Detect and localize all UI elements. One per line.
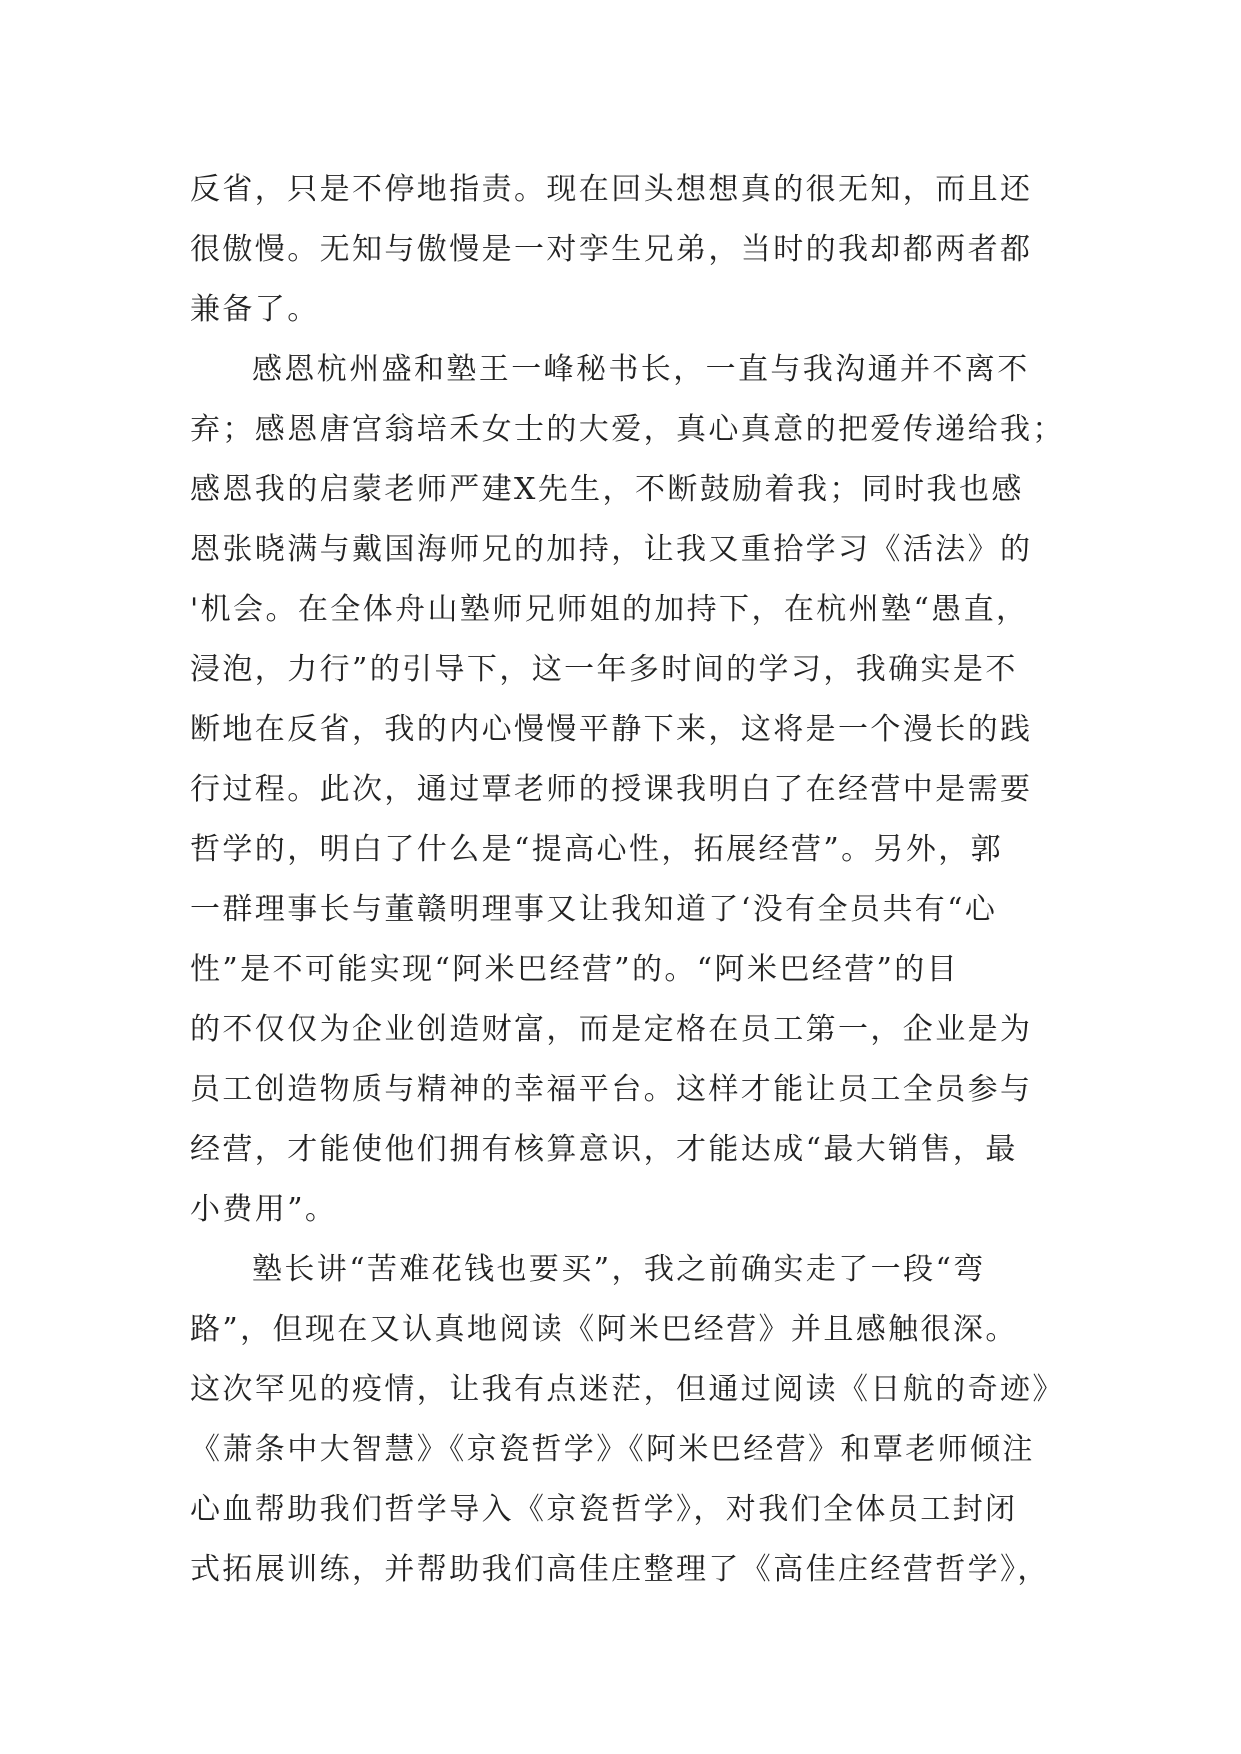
text-line: 心血帮助我们哲学导入《京瓷哲学》，对我们全体员工封闭 <box>190 1492 1018 1527</box>
text-line: 反省，只是不停地指责。现在回头想想真的很无知，而且还 <box>190 172 1033 207</box>
paragraph-start-line: 塾长讲“苦难花钱也要买”，我之前确实走了一段“弯 <box>252 1252 986 1287</box>
text-line: 这次罕见的疫情，让我有点迷茫，但通过阅读《日航的奇迹》 <box>190 1372 1065 1407</box>
text-line: 小费用”。 <box>190 1192 338 1227</box>
paragraph-start-line: 感恩杭州盛和塾王一峰秘书长，一直与我沟通并不离不 <box>252 352 1030 387</box>
text-line: 弃；感恩唐宫翁培禾女士的大爱，真心真意的把爱传递给我； <box>190 412 1065 447</box>
text-line: 恩张晓满与戴国海师兄的加持，让我又重拾学习《活法》的 <box>190 532 1033 567</box>
text-line: 行过程。此次，通过覃老师的授课我明白了在经营中是需要 <box>190 772 1033 807</box>
text-line: 兼备了。 <box>190 292 320 327</box>
text-line: 浸泡，力行”的引导下，这一年多时间的学习，我确实是不 <box>190 652 1018 687</box>
text-line: '机会。在全体舟山塾师兄师姐的加持下，在杭州塾“愚直， <box>190 592 1029 627</box>
text-line: 断地在反省，我的内心慢慢平静下来，这将是一个漫长的践 <box>190 712 1033 747</box>
text-line: 《萧条中大智慧》《京瓷哲学》《阿米巴经营》和覃老师倾注 <box>190 1432 1035 1467</box>
text-line: 的不仅仅为企业创造财富，而是定格在员工第一，企业是为 <box>190 1012 1033 1047</box>
text-line: 员工创造物质与精神的幸福平台。这样才能让员工全员参与 <box>190 1072 1033 1107</box>
text-line: 性”是不可能实现“阿米巴经营”的。“阿米巴经营”的目 <box>190 952 960 987</box>
text-line: 路”，但现在又认真地阅读《阿米巴经营》并且感触很深。 <box>190 1312 1018 1347</box>
text-line: 感恩我的启蒙老师严建X先生，不断鼓励着我；同时我也感 <box>190 472 1024 507</box>
text-line: 很傲慢。无知与傲慢是一对孪生兄弟，当时的我却都两者都 <box>190 232 1033 267</box>
text-line: 式拓展训练，并帮助我们高佳庄整理了《高佳庄经营哲学》， <box>190 1552 1050 1587</box>
text-line: 一群理事长与董赣明理事又让我知道了‘没有全员共有“心 <box>190 892 998 927</box>
text-line: 哲学的，明白了什么是“提高心性，拓展经营”。另外，郭 <box>190 832 1004 867</box>
text-line: 经营，才能使他们拥有核算意识，才能达成“最大销售，最 <box>190 1132 1018 1167</box>
